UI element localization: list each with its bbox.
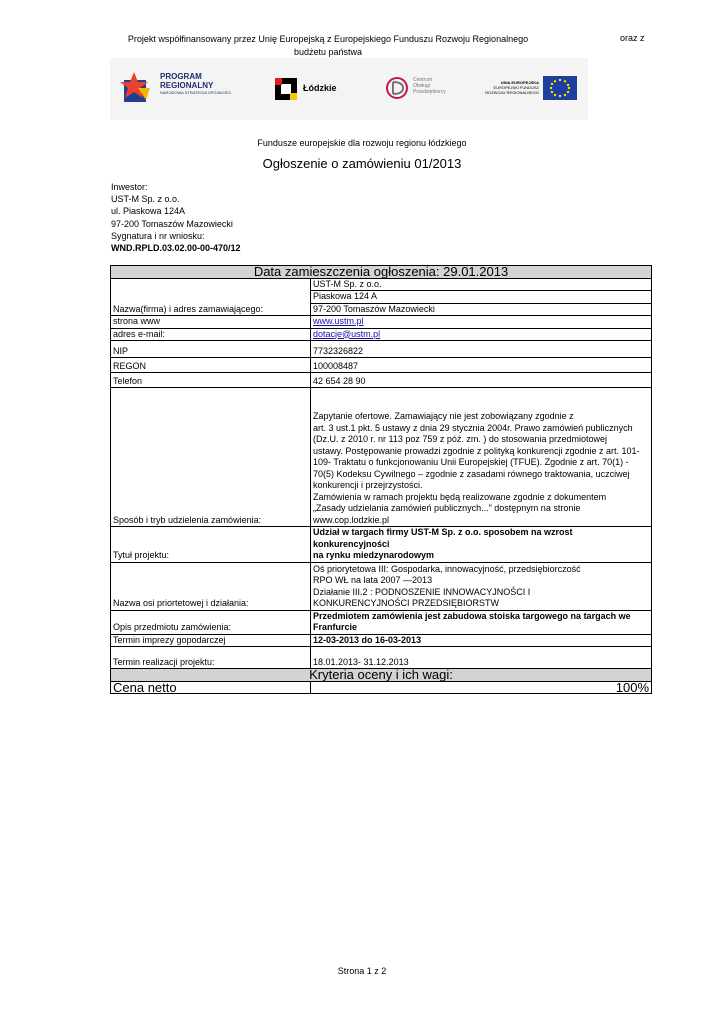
term-value: 18.01.2013- 31.12.2013 — [311, 647, 652, 669]
program-regionalny-logo: PROGRAM REGIONALNY NARODOWA STRATEGIA SPÓJNOŚCI — [120, 68, 250, 108]
header-line-1: Projekt współfinansowany przez Unię Europejską z Europejskiego Funduszu Rozwoju Regionalnego — [127, 34, 529, 44]
table-row — [111, 681, 652, 694]
axis-label: Nazwa osi priortetowej i działania: — [111, 562, 311, 610]
table-row — [111, 527, 652, 563]
price-label: Cena netto — [111, 681, 311, 694]
regon-value: 100008487 — [311, 358, 652, 373]
investor-block — [111, 181, 241, 254]
announcement-table — [110, 265, 652, 694]
name-line-2: Piaskowa 124 A — [311, 291, 652, 304]
term-label: Termin realizacji projektu: — [111, 647, 311, 669]
table-row — [111, 316, 652, 329]
name-line-1: UST-M Sp. z o.o. — [311, 278, 652, 291]
page-title: Ogłoszenie o zamówieniu 01/2013 — [262, 156, 462, 171]
method-label: Sposób i tryb udzielenia zamówienia: — [111, 388, 311, 527]
lodzkie-icon — [275, 78, 297, 100]
signature-label: Sygnatura i nr wniosku: — [111, 230, 205, 241]
investor-label: Inwestor: — [111, 182, 148, 192]
criteria-header: Kryteria oceny i ich wagi: — [111, 669, 652, 682]
method-text: Zapytanie ofertowe. Zamawiający nie jest zobowiązany zgodnie z art. 3 ust.1 pkt. 5 ustawy z dnia 29 stycznia 2004r. Prawo zamówień publicznych (Dz.U. z 2010 r. nr 113 poz 759 z póź. zm. ) do stosowania przedmiotowej ustawy. Postępowanie prowadzi zgodnie z polityką konkurencji zgodnie z art. 101- 109- Traktatu o funkcjonowaniu Unii Europejskiej (TFUE). Zgodnie z art. 70(1) - 70(5) Kodeksu Cywilnego – zgodnie z zasadami równego traktowania, uczciwej konkurencji i przejrzystości. Zamówienia w ramach projektu będą realizowane zgodnie z dokumentem „Zasady udzielania zamówień publicznych..." dostępnym na stronie www.cop.lodzkie.pl — [311, 388, 652, 527]
header-line-2: budżetu państwa — [293, 47, 363, 57]
date-header: Data zamieszczenia ogłoszenia: 29.01.2013 — [111, 266, 652, 279]
table-row — [111, 610, 652, 634]
eu-logo: UNIA EUROPEJSKA EUROPEJSKI FUNDUSZ ROZWOJU REGIONALNEGO — [485, 76, 580, 102]
investor-city: 97-200 Tomaszów Mazowiecki — [111, 218, 233, 229]
table-row — [111, 634, 652, 647]
table-row — [111, 388, 652, 527]
header-cofinancing — [110, 33, 546, 59]
regon-label: REGON — [111, 358, 311, 373]
cop-circle-icon — [385, 76, 409, 100]
email-link[interactable]: dotacje@ustm.pl — [313, 328, 381, 339]
www-label: strona www — [111, 316, 311, 329]
header-right: oraz z — [620, 33, 645, 43]
table-row — [111, 341, 652, 358]
criteria-header-row — [111, 669, 652, 682]
price-weight: 100% — [311, 681, 652, 694]
star-icon — [120, 70, 156, 106]
table-row — [111, 647, 652, 669]
table-row — [111, 358, 652, 373]
event-value: 12-03-2013 do 16-03-2013 — [311, 634, 652, 647]
email-label: adres e-mail: — [111, 328, 311, 341]
tel-label: Telefon — [111, 373, 311, 388]
table-row — [111, 562, 652, 610]
eu-flag-icon — [543, 76, 577, 100]
desc-label: Opis przedmiotu zamówienia: — [111, 610, 311, 634]
investor-street: ul. Piaskowa 124A — [111, 206, 186, 217]
date-header-row — [111, 266, 652, 279]
nip-label: NIP — [111, 341, 311, 358]
www-link[interactable]: www.ustm.pl — [313, 316, 364, 326]
lodzkie-logo: Łódzkie — [275, 78, 355, 102]
investor-name: UST-M Sp. z o.o. — [111, 194, 180, 205]
table-row — [111, 373, 652, 388]
project-label: Tytuł projektu: — [111, 527, 311, 563]
axis-text: Oś priorytetowa III: Gospodarka, innowacyjność, przedsiębiorczość RPO WŁ na lata 2007 —2013 Działanie III.2 : PODNOSZENIE INNOWACYJNOŚCI I KONKURENCYJNOŚCI PRZEDSIĘBIORSTW — [311, 562, 652, 610]
project-title: Udział w targach firmy UST-M Sp. z o.o. sposobem na wzrost konkurencyjności na rynku miedzynarodowym — [311, 527, 652, 563]
logo-strip — [110, 58, 588, 120]
event-label: Termin imprezy gopodarczej — [111, 634, 311, 647]
desc-text: Przedmiotem zamówienia jest zabudowa stoiska targowego na targach we Franfurcie — [311, 610, 652, 634]
name-line-3: 97-200 Tomaszów Mazowiecki — [311, 303, 652, 316]
table-row — [111, 328, 652, 341]
name-label: Nazwa(firma) i adres zamawiającego: — [111, 278, 311, 316]
tel-value: 42 654 28 90 — [311, 373, 652, 388]
subtitle: Fundusze europejskie dla rozwoju regionu łódzkiego — [257, 138, 467, 148]
signature-value: WND.RPLD.03.02.00-00-470/12 — [111, 243, 241, 254]
table-row — [111, 278, 652, 291]
cop-logo: Centrum Obsługi Przedsiębiorcy — [385, 76, 460, 106]
page-number: Strona 1 z 2 — [337, 966, 387, 976]
nip-value: 7732326822 — [311, 341, 652, 358]
